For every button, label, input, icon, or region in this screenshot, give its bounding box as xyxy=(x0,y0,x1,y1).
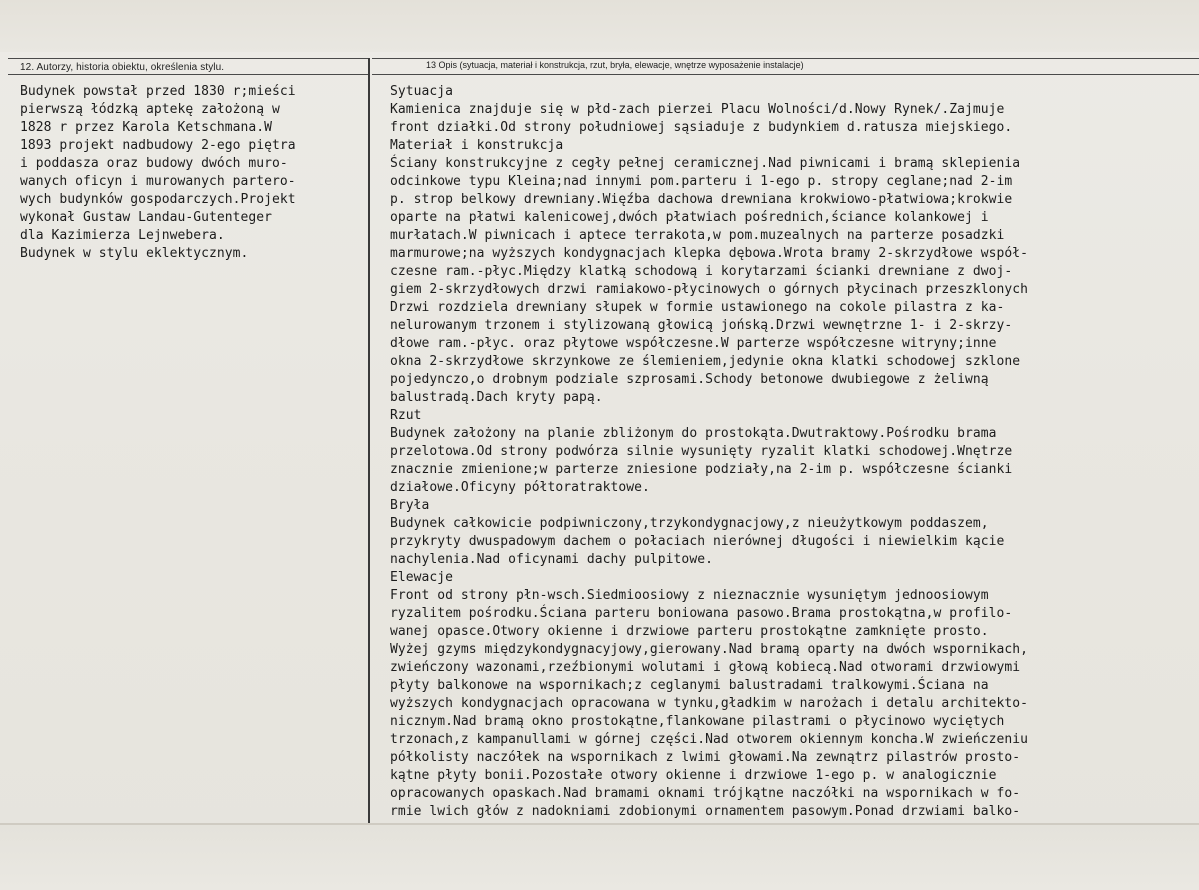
section-13-heading: 13 Opis (sytuacja, materiał i konstrukcja, rzut, bryła, elewacje, wnętrze wyposażenie instalacje) xyxy=(426,60,804,70)
description-typed-text: Sytuacja Kamienica znajduje się w płd-zach pierzei Placu Wolności/d.Nowy Rynek/.Zajmuje front działki.Od strony południowej sąsiaduje z budynkiem d.ratusza miejskiego. Materiał i konstrukcja Ściany konstrukcyjne z cegły pełnej ceramicznej.Nad piwnicami i bramą sklepienia odcinkowe typu Kleina;nad innymi pom.parteru i 1-ego p. stropy ceglane;nad 2-im p. strop belkowy drewniany.Więźba dachowa drewniana krokwiowo-płatwiowa;krokwie oparte na płatwi kalenicowej,dwóch płatwiach pośrednich,ściance kolankowej i murłatach.W piwnicach i aptece terrakota,w pom.muzealnych na parterze posadzki marmurowe;na wyższych kondygnacjach klepka dębowa.Wrota bramy 2-skrzydłowe współ- czesne ram.-płyc.Między klatką schodową i korytarzami ścianki drewniane z dwoj- giem 2-skrzydłowych drzwi ramiakowo-płycinowych o górnych płycinach przeszklonych Drzwi rozdziela drewniany słupek w formie ustawionego na cokole pilastra z ka- nelurowanym trzonem i stylizowaną głowicą jońską.Drzwi wewnętrzne 1- i 2-skrzy- dłowe ram.-płyc. oraz płytowe współczesne.W parterze współczesne witryny;inne okna 2-skrzydłowe skrzynkowe ze ślemieniem,jedynie okna klatki schodowej szklone pojedynczo,o drobnym podziale szprosami.Schody betonowe dwubiegowe z żeliwną balustradą.Dach kryty papą. Rzut Budynek założony na planie zbliżonym do prostokąta.Dwutraktowy.Pośrodku brama przelotowa.Od strony podwórza silnie wysunięty ryzalit klatki schodowej.Wnętrze znacznie zmienione;w parterze zniesione podziały,na 2-im p. współczesne ścianki działowe.Oficyny półtoratraktowe. Bryła Budynek całkowicie podpiwniczony,trzykondygnacjowy,z nieużytkowym poddaszem, przykryty dwuspadowym dachem o połaciach nierównej długości i niewielkim kącie nachylenia.Nad oficynami dachy pulpitowe. Elewacje Front od strony płn-wsch.Siedmioosiowy z nieznacznie wysuniętym jednoosiowym ryzalitem pośrodku.Ściana parteru boniowana pasowo.Brama prostokątna,w profilo- wanej opasce.Otwory okienne i drzwiowe parteru prostokątne zamknięte prosto. Wyżej gzyms międzykondygnacyjowy,gierowany.Nad bramą oparty na dwóch wspornikach, zwieńczony wazonami,rzeźbionymi wolutami i głową kobiecą.Nad otworami drzwiowymi płyty balkonowe na wspornikach;z ceglanymi balustradami tralkowymi.Ściana na wyższych kondygnacjach opracowana w tynku,gładkim w narożach i detalu architekto- nicznym.Nad bramą okno prostokątne,flankowane pilastrami o płycinowo wyciętych trzonach,z kampanullami w górnej części.Nad otworem okiennym koncha.W zwieńczeniu półkolisty naczółek na wspornikach z lwimi głowami.Na zewnątrz pilastrów prosto- kątne płyty bonii.Pozostałe otwory okienne i drzwiowe 1-ego p. w analogicznie opracowanych opaskach.Nad bramami oknami trójkątne naczółki na wspornikach w fo- rmie lwich głów z nadokniami zdobionymi ornamentem pasowym.Ponad drzwiami balko- xyxy=(390,84,1029,819)
top-margin xyxy=(0,0,1199,52)
section-12-heading: 12. Autorzy, historia obiektu, określenia stylu. xyxy=(20,62,225,73)
header-rule xyxy=(372,58,1199,59)
header-rule xyxy=(372,74,1199,75)
paper-fold xyxy=(0,823,1199,825)
column-divider xyxy=(368,58,370,890)
history-typed-text: Budynek powstał przed 1830 r;mieści pierwszą łódzką aptekę założoną w 1828 r przez Karola Ketschmana.W 1893 projekt nadbudowy 2-ego piętra i poddasza oraz budowy dwóch muro- wanych oficyn i murowanych partero- wych budynków gospodarczych.Projekt wykonał Gustaw Landau-Gutenteger dla Kazimierza Lejnwebera. Budynek w stylu eklektycznym. xyxy=(20,84,296,261)
header-rule xyxy=(8,58,368,59)
header-rule xyxy=(8,74,368,75)
bottom-margin xyxy=(0,825,1199,890)
